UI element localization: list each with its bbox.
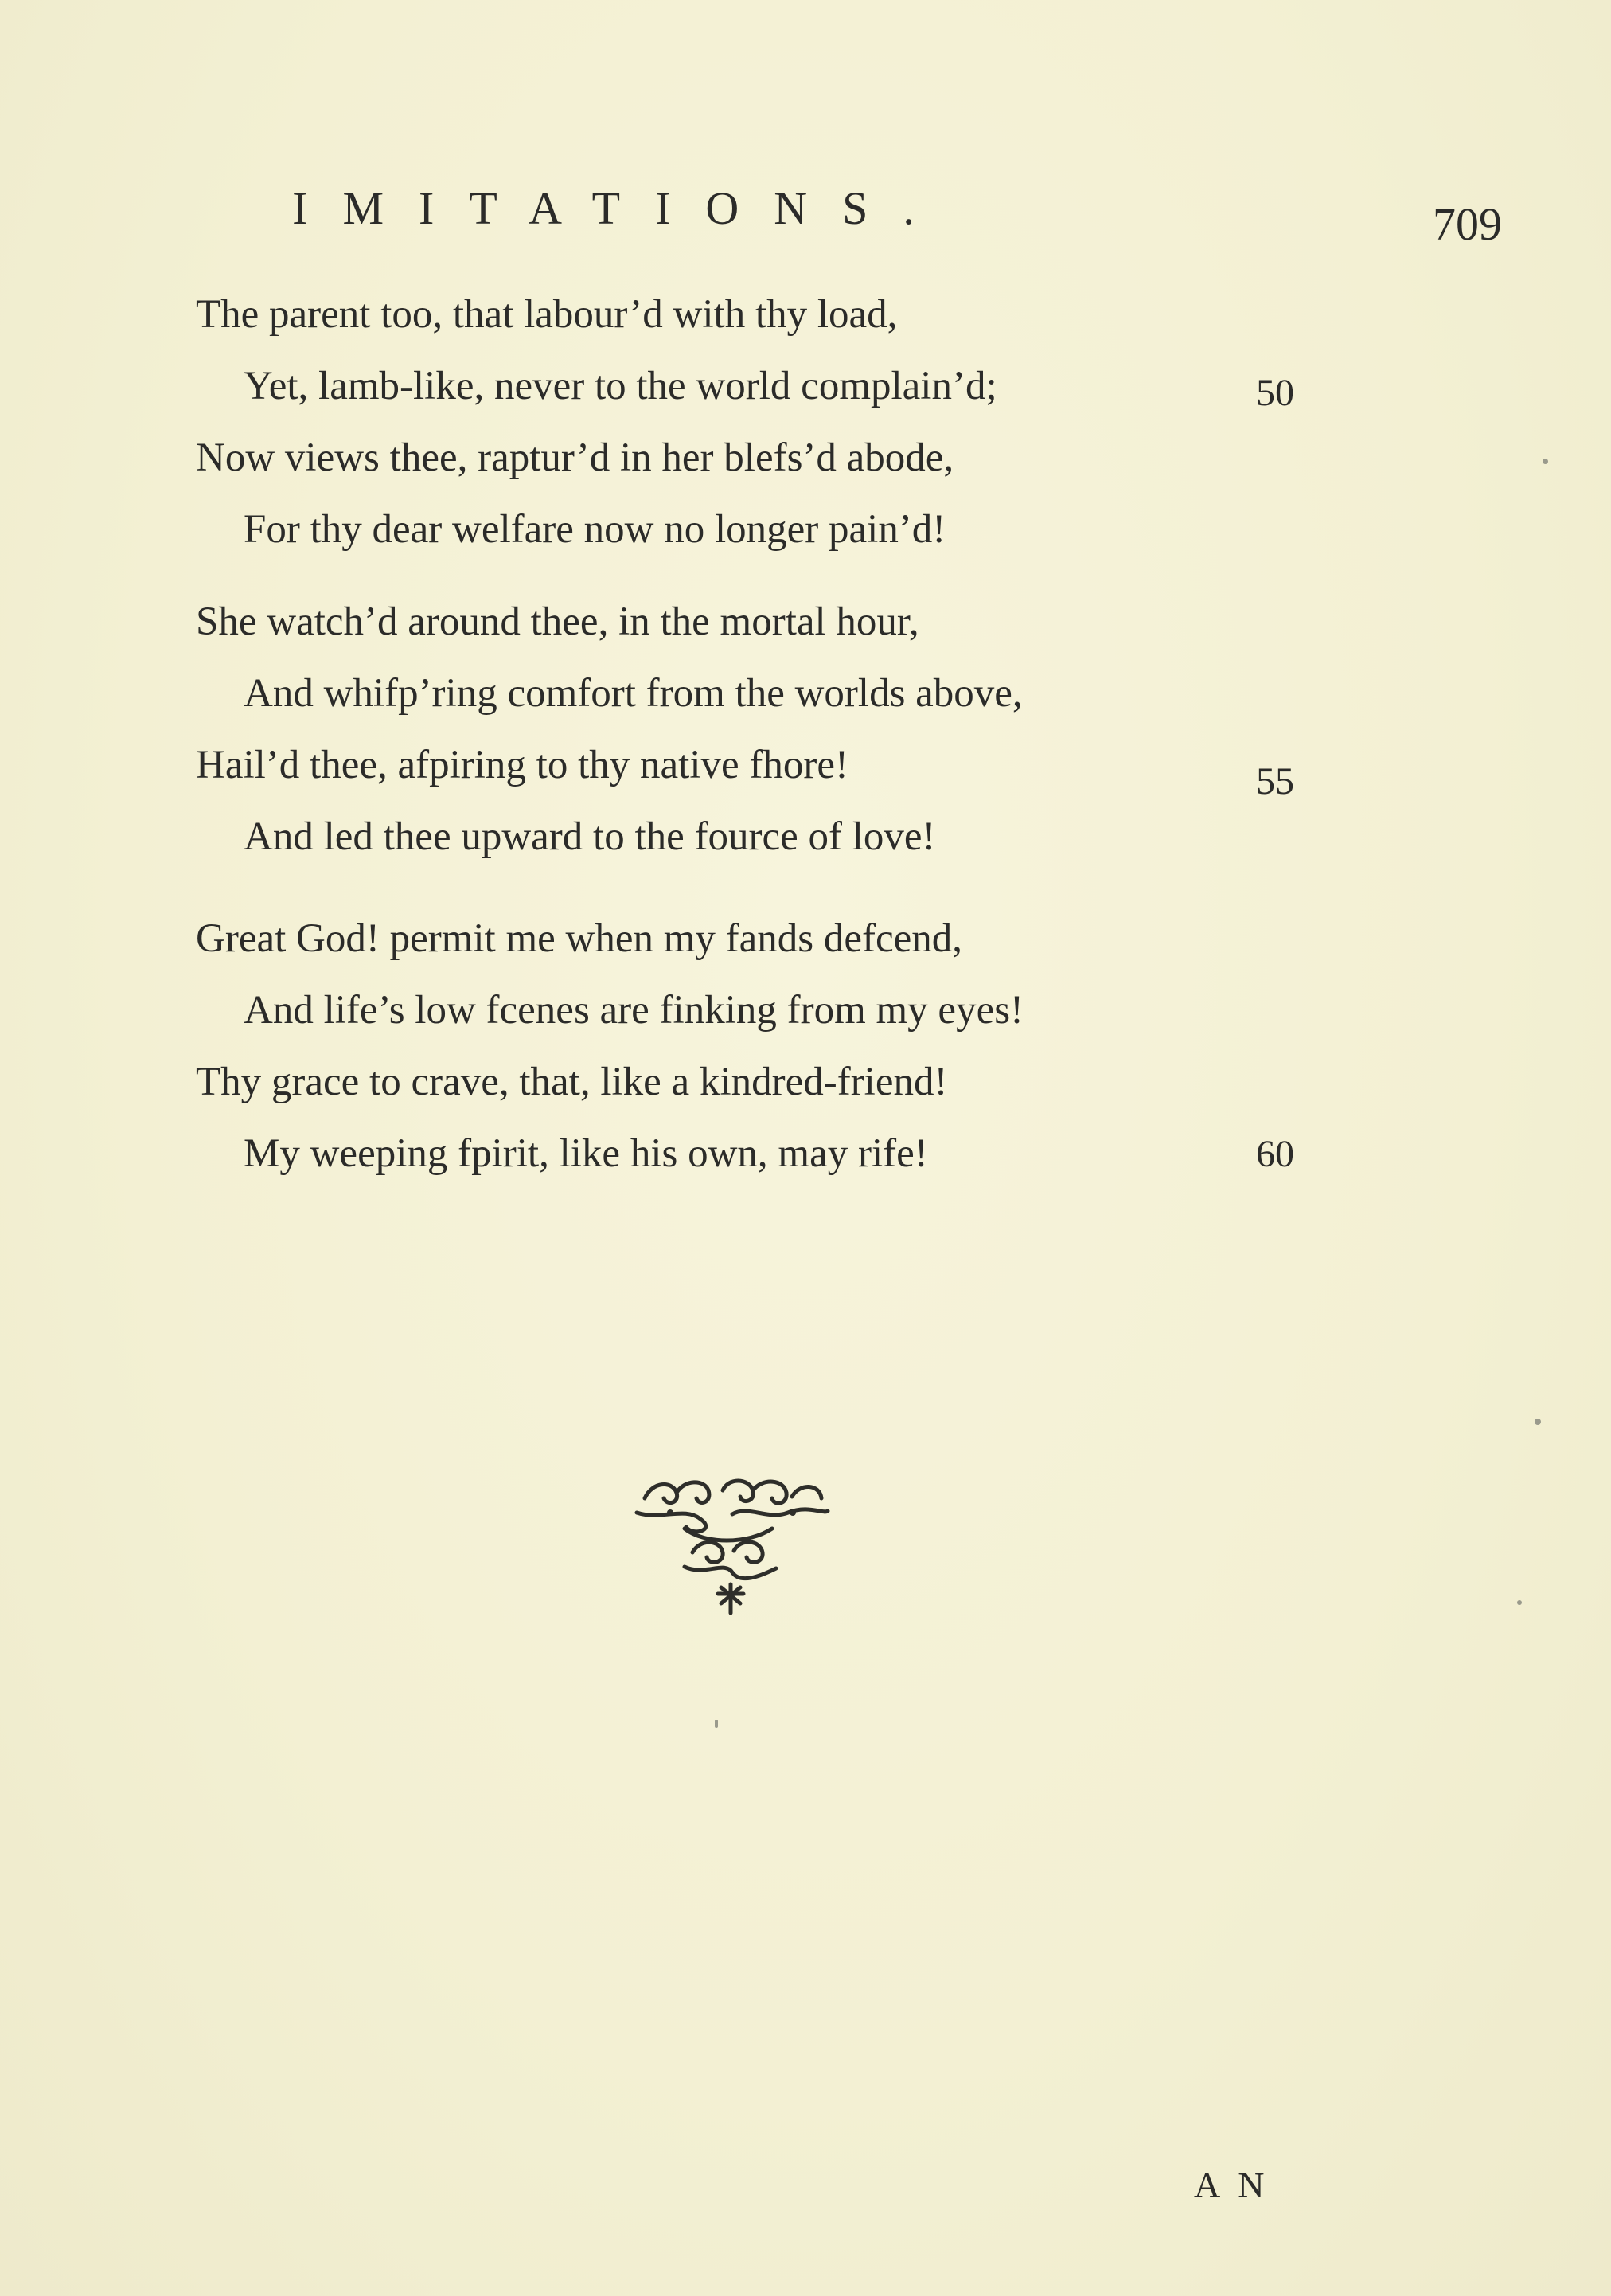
poem-line: For thy dear welfare now no longer pain’d! [244, 507, 946, 552]
paper-speck [1535, 1419, 1541, 1425]
poem-line: Thy grace to crave, that, like a kindred-friend! [196, 1060, 948, 1104]
line-number: 50 [1256, 372, 1294, 414]
poem-line: Now views thee, raptur’d in her blefs’d abode, [196, 435, 954, 480]
poem-line: And whifp’ring comfort from the worlds above, [244, 671, 1023, 716]
line-number: 55 [1256, 760, 1294, 802]
catchword: AN [1194, 2165, 1282, 2205]
page-number: 709 [1433, 198, 1502, 250]
poem-line: She watch’d around thee, in the mortal hour, [196, 599, 919, 644]
paper-speck [1543, 459, 1548, 464]
running-title: IMITATIONS. [292, 182, 950, 234]
paper-speck [715, 1720, 718, 1728]
poem-line: My weeping fpirit, like his own, may rife! [244, 1131, 928, 1176]
line-number: 60 [1256, 1133, 1294, 1175]
poem-line: Yet, lamb-like, never to the world complain’d; [244, 364, 997, 408]
poem-line: Great God! permit me when my fands defcend, [196, 916, 962, 961]
poem-line: The parent too, that labour’d with thy load, [196, 292, 898, 337]
paper-speck [1517, 1600, 1522, 1605]
poem-line: Hail’d thee, afpiring to thy native fhore! [196, 743, 848, 787]
poem-line: And life’s low fcenes are finking from my eyes! [244, 988, 1024, 1033]
fleuron-tailpiece-icon [629, 1457, 836, 1616]
poem-line: And led thee upward to the fource of love! [244, 814, 936, 859]
